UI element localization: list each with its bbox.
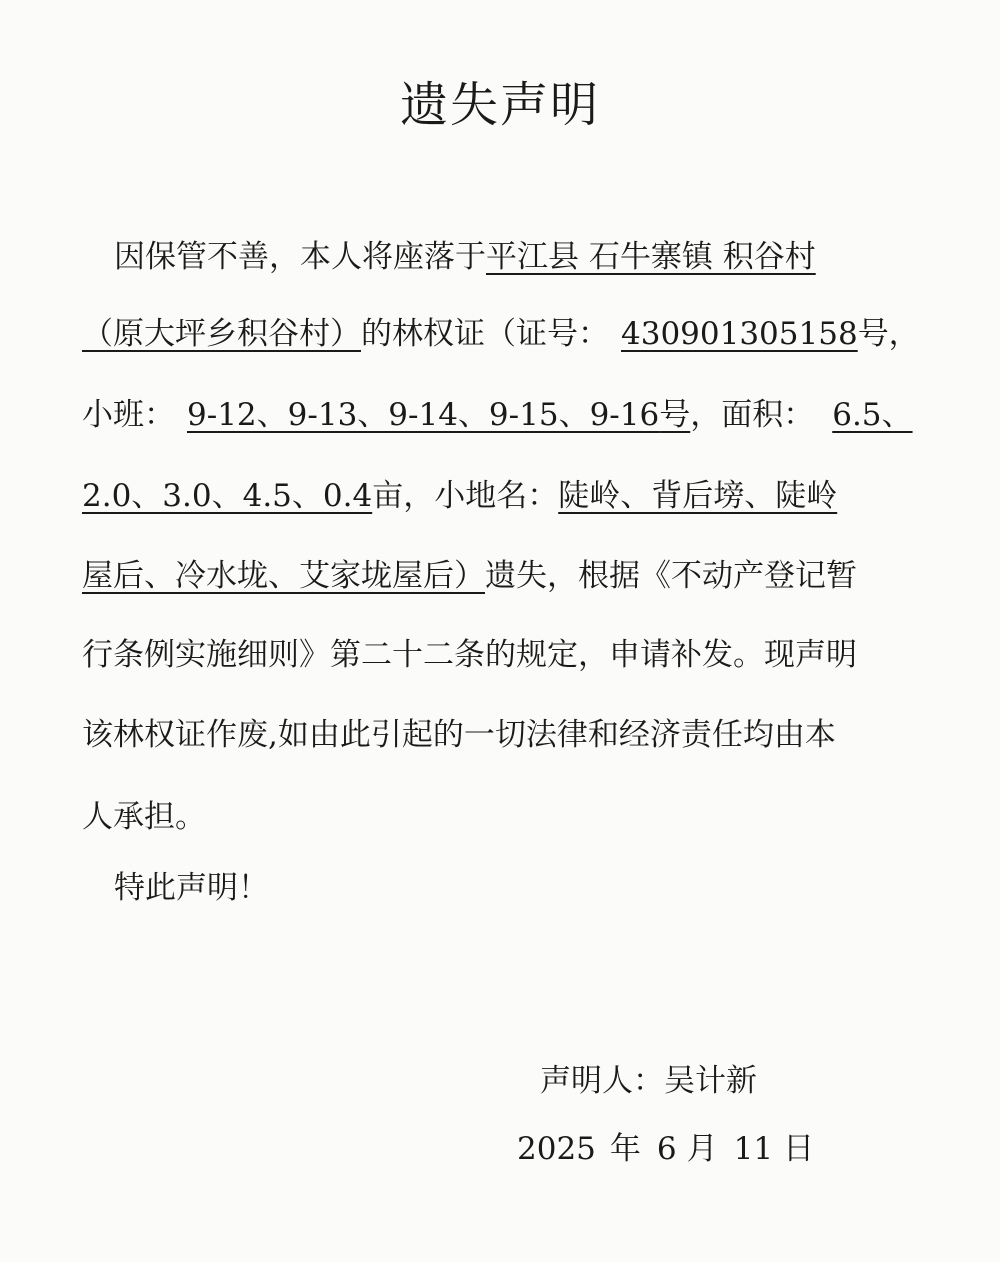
date-month-unit: 月 xyxy=(686,1131,718,1167)
body-line-1 xyxy=(114,232,816,282)
body-line-2 xyxy=(82,309,920,359)
date-month: 6 xyxy=(656,1131,677,1167)
date-year-unit: 年 xyxy=(609,1131,641,1167)
plot-numbers-suffix: 号 xyxy=(659,397,691,433)
line-1-prefix: 因保管不善，本人将座落于 xyxy=(114,239,486,275)
area-first-value: 6.5、 xyxy=(832,397,913,433)
place-names-field: 陡岭、背后塝、陡岭 xyxy=(558,478,838,514)
date-year: 2025 xyxy=(517,1131,596,1167)
closing-statement: 特此声明！ xyxy=(114,870,269,906)
body-line-3 xyxy=(82,390,913,440)
declarant-line: 声明人：吴计新 xyxy=(540,1063,757,1099)
line-2-mid: 的林权证（证号： xyxy=(361,316,609,352)
body-line-7: 该林权证作废,如由此引起的一切法律和经济责任均由本 xyxy=(82,717,836,753)
document-title: 遗失声明 xyxy=(399,77,600,133)
declaration-date xyxy=(517,1124,814,1174)
line-5-suffix: 遗失，根据《不动产登记暂 xyxy=(485,558,857,594)
body-line-6: 行条例实施细则》第二十二条的规定，申请补发。现声明 xyxy=(82,637,857,673)
plot-numbers: 9-12、9-13、9-14、9-15、9-16 xyxy=(187,397,660,433)
date-day-unit: 日 xyxy=(783,1131,815,1167)
former-location-field: （原大坪乡积谷村） xyxy=(82,316,361,352)
line-2-suffix: 号， xyxy=(857,316,920,352)
area-values-field: 2.0、3.0、4.5、0.4 xyxy=(82,478,373,514)
area-unit: 亩，小地名： xyxy=(372,478,559,514)
body-line-5 xyxy=(82,551,857,601)
body-line-8: 人承担。 xyxy=(82,799,206,835)
certificate-number-field: 430901305158 xyxy=(621,316,858,352)
date-day: 11 xyxy=(733,1131,774,1167)
plot-numbers-field xyxy=(175,397,690,433)
body-line-4 xyxy=(82,471,837,521)
plot-label: 小班： xyxy=(82,397,175,433)
place-names-continued: 屋后、冷水垅、艾家垅屋后） xyxy=(82,558,485,594)
area-label: ，面积： xyxy=(690,397,815,433)
location-field: 平江县 石牛寨镇 积谷村 xyxy=(486,239,816,275)
